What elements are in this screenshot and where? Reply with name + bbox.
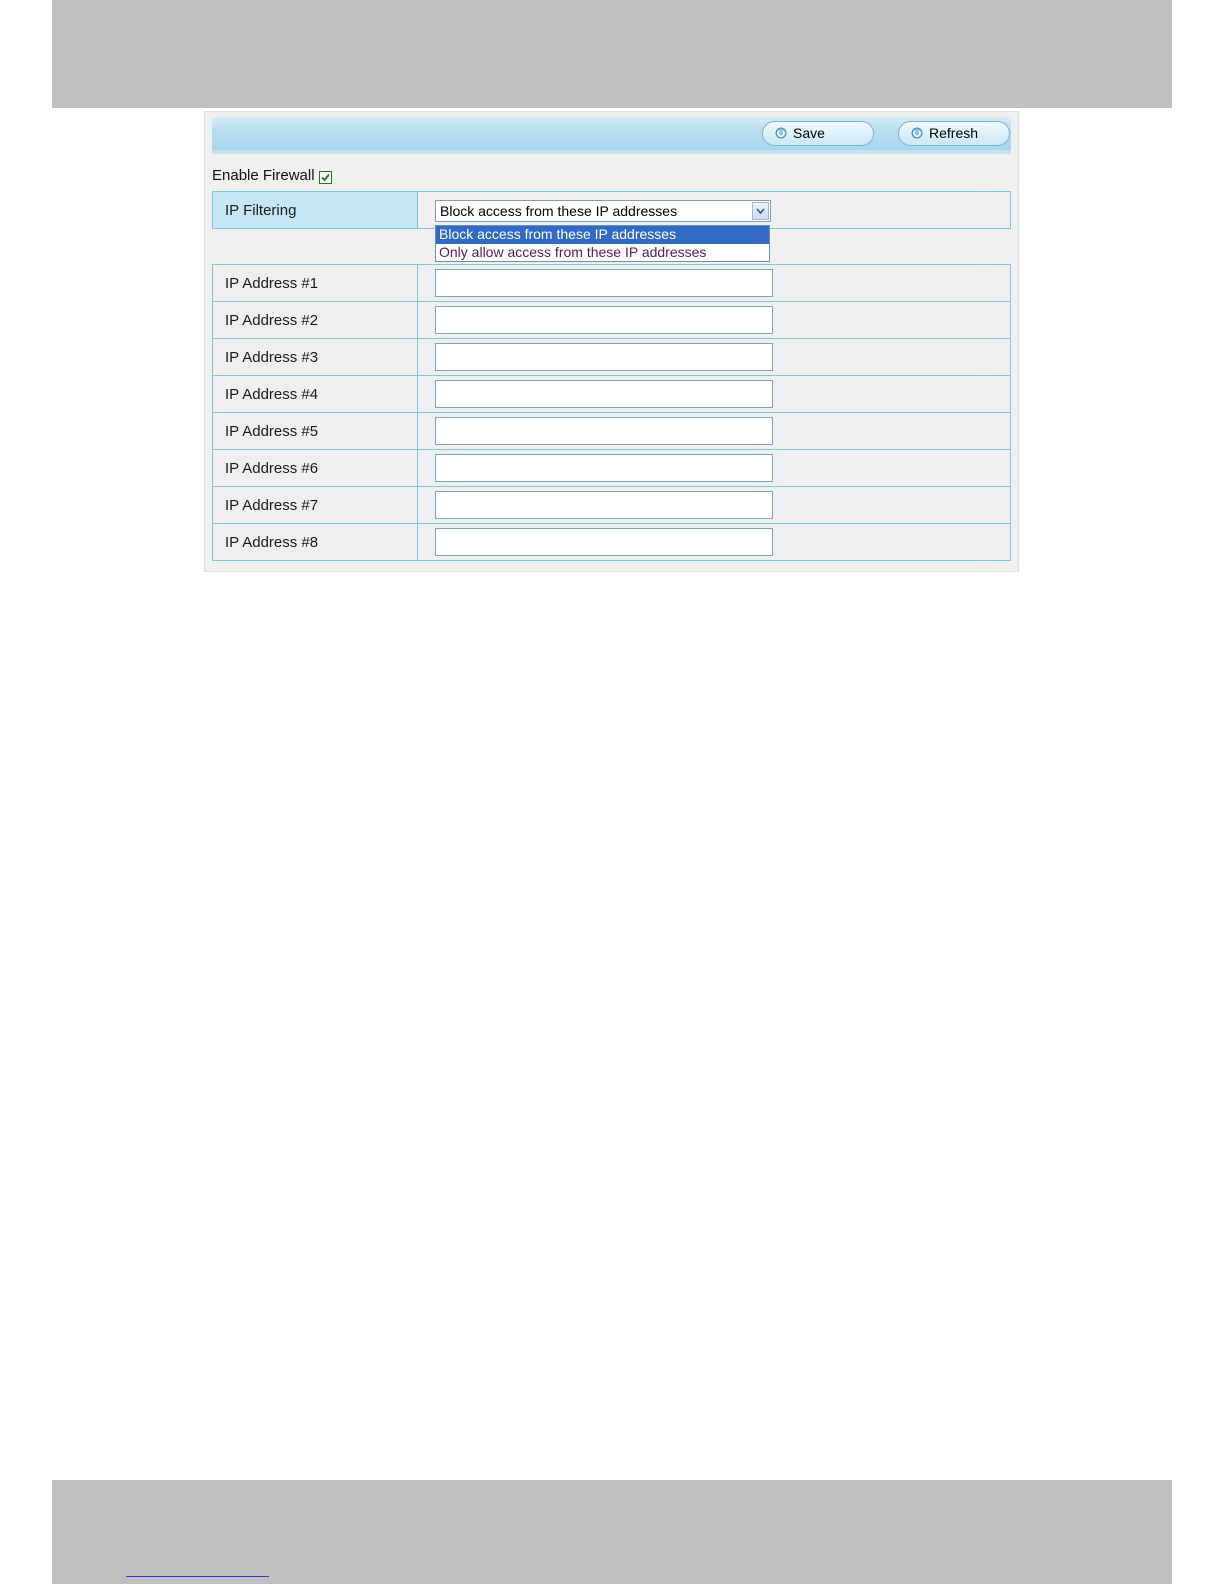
ip-address-input[interactable] [435, 528, 773, 556]
ip-address-label: IP Address #4 [213, 376, 418, 412]
ip-address-label: IP Address #5 [213, 413, 418, 449]
ip-address-label: IP Address #1 [213, 265, 418, 301]
ip-address-row [212, 375, 1011, 413]
ip-address-row [212, 449, 1011, 487]
enable-firewall-row [212, 167, 332, 184]
dropdown-option-allow[interactable]: Only allow access from these IP addresses [439, 244, 707, 260]
ip-filtering-label: IP Filtering [213, 192, 418, 228]
save-button[interactable] [762, 121, 874, 146]
ip-address-row [212, 301, 1011, 339]
ip-address-input[interactable] [435, 417, 773, 445]
enable-firewall-checkbox[interactable] [319, 171, 332, 184]
enable-firewall-label: Enable Firewall [212, 167, 315, 184]
ip-filtering-dropdown-list [435, 225, 770, 262]
ip-filtering-row [212, 191, 1011, 229]
dropdown-arrow-icon[interactable] [752, 202, 769, 220]
toolbar [212, 117, 1011, 154]
ip-address-input[interactable] [435, 380, 773, 408]
ip-address-label: IP Address #7 [213, 487, 418, 523]
checkmark-icon [320, 172, 331, 183]
ip-address-row [212, 264, 1011, 302]
ip-address-input[interactable] [435, 343, 773, 371]
page-header-band [52, 0, 1172, 108]
footer-link[interactable] [126, 1558, 269, 1577]
ip-address-row [212, 486, 1011, 524]
ip-address-label: IP Address #2 [213, 302, 418, 338]
refresh-button[interactable] [898, 121, 1010, 146]
ip-address-input[interactable] [435, 454, 773, 482]
firewall-settings-panel [204, 111, 1019, 572]
ip-filtering-selected-value: Block access from these IP addresses [440, 203, 678, 219]
ip-address-input[interactable] [435, 269, 773, 297]
ip-address-label: IP Address #6 [213, 450, 418, 486]
ip-address-row [212, 412, 1011, 450]
ip-address-row [212, 523, 1011, 561]
ip-address-label: IP Address #3 [213, 339, 418, 375]
refresh-circle-icon [911, 127, 923, 139]
ip-filtering-select[interactable] [435, 200, 771, 222]
ip-address-row [212, 338, 1011, 376]
refresh-circle-icon [775, 127, 787, 139]
dropdown-option-block[interactable]: Block access from these IP addresses [436, 226, 769, 244]
ip-address-label: IP Address #8 [213, 524, 418, 560]
ip-address-input[interactable] [435, 491, 773, 519]
refresh-button-label: Refresh [929, 125, 979, 141]
ip-address-input[interactable] [435, 306, 773, 334]
save-button-label: Save [793, 125, 825, 141]
